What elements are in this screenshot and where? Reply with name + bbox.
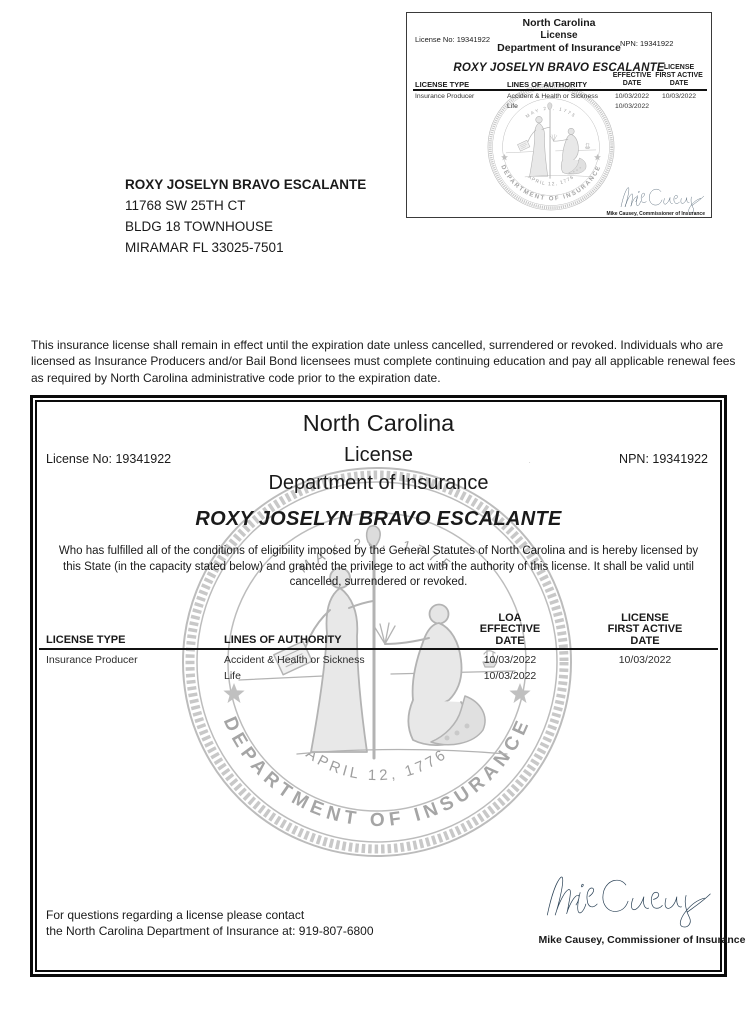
recipient-address-line2: BLDG 18 TOWNHOUSE xyxy=(125,219,274,234)
certificate-license-number: License No: 19341922 xyxy=(46,452,172,466)
recipient-name: ROXY JOSELYN BRAVO ESCALANTE xyxy=(125,177,367,192)
card-value-effective-1: 10/03/2022 xyxy=(614,93,650,100)
card-col-effective-line2: DATE xyxy=(622,80,642,87)
cert-value-effective-2: 10/03/2022 xyxy=(483,670,537,682)
card-value-loa-2: Life xyxy=(507,102,518,110)
card-col-lines-of-authority: LINES OF AUTHORITY xyxy=(507,80,588,89)
card-value-license-type: Insurance Producer xyxy=(415,93,475,100)
recipient-address-line1: 11768 SW 25TH CT xyxy=(125,198,246,213)
certificate-title-state: North Carolina xyxy=(302,410,455,436)
cert-col-loa-line1: LOA xyxy=(498,612,522,624)
eligibility-statement: Who has fulfilled all of the conditions of eligibility imposed by the General Statutes of North Carolina and is hereby licensed by this State (in the capacity stated below) and granted the privilege to act with the authority of this license. It shall be valid until cancelled, surrendered or revoked. xyxy=(58,545,699,588)
card-col-first-active-line1: LICENSE xyxy=(663,64,695,71)
cert-value-first-active: 10/03/2022 xyxy=(618,654,672,666)
cert-col-loa-line2: EFFECTIVE xyxy=(479,623,541,636)
cert-value-loa-2: Life xyxy=(224,670,241,682)
card-title-dept: Department of Insurance xyxy=(497,42,621,54)
cert-value-license-type: Insurance Producer xyxy=(46,654,138,666)
contact-line-2: the North Carolina Department of Insurance at: 919-807-6800 xyxy=(46,924,374,938)
card-holder-name: ROXY JOSELYN BRAVO ESCALANTE xyxy=(453,62,665,74)
cert-col-lines-of-authority: LINES OF AUTHORITY xyxy=(224,634,342,646)
cert-col-first-active-line1: LICENSE xyxy=(621,612,669,624)
cert-value-effective-1: 10/03/2022 xyxy=(483,654,537,666)
license-certificate xyxy=(30,395,746,977)
contact-line-1: For questions regarding a license please contact xyxy=(46,908,305,922)
commissioner-signature-icon xyxy=(540,868,712,931)
card-col-license-type: LICENSE TYPE xyxy=(415,80,470,89)
wallet-license-card xyxy=(406,12,712,218)
card-title-state: North Carolina xyxy=(522,17,596,29)
cert-col-first-active-line3: DATE xyxy=(630,634,660,647)
cert-signature-label: Mike Causey, Commissioner of Insurance xyxy=(538,934,746,946)
certificate-holder-name: ROXY JOSELYN BRAVO ESCALANTE xyxy=(195,508,562,530)
cert-col-loa-effective-date xyxy=(475,613,545,647)
renewal-notice-text: This insurance license shall remain in effect until the expiration date unless cancelled, surrendered or revoked. Individuals who are licensed as Insurance Producers and/or Bail Bond licensees must complete continuing education and pay all applicable renewal fees as required by North Carolina administrative code prior to the expiration date. xyxy=(31,338,736,385)
card-col-first-active-line3: DATE xyxy=(669,80,689,87)
card-npn: NPN: 19341922 xyxy=(620,39,674,48)
card-title-license: License xyxy=(540,30,578,41)
certificate-inner-frame xyxy=(35,400,746,972)
card-license-number: License No: 19341922 xyxy=(415,35,491,44)
cert-value-loa-1: Accident & Health or Sickness xyxy=(224,654,365,666)
card-value-effective-2: 10/03/2022 xyxy=(614,102,650,110)
card-value-first-active: 10/03/2022 xyxy=(661,93,697,100)
certificate-npn: NPN: 19341922 xyxy=(619,452,708,466)
cert-col-license-type: LICENSE TYPE xyxy=(46,634,126,646)
cert-col-loa-line3: DATE xyxy=(495,634,525,647)
card-col-first-active-line2: FIRST ACTIVE xyxy=(655,72,703,79)
cert-table-rule xyxy=(39,648,718,650)
cert-col-first-active-line2: FIRST ACTIVE xyxy=(607,623,683,636)
card-table-rule xyxy=(413,89,707,91)
state-seal-icon xyxy=(486,82,616,212)
recipient-address-line3: MIRAMAR FL 33025-7501 xyxy=(125,240,284,255)
cert-col-first-active-date xyxy=(599,613,691,647)
certificate-title-license: License xyxy=(344,444,413,466)
card-signature-label: Mike Causey, Commissioner of Insurance xyxy=(606,211,705,217)
card-col-effective-line1: EFFECTIVE xyxy=(612,72,652,79)
mailing-address-block xyxy=(125,174,366,258)
card-value-loa-1: Accident & Health or Sickness xyxy=(507,93,599,100)
certificate-title-dept: Department of Insurance xyxy=(268,472,489,494)
